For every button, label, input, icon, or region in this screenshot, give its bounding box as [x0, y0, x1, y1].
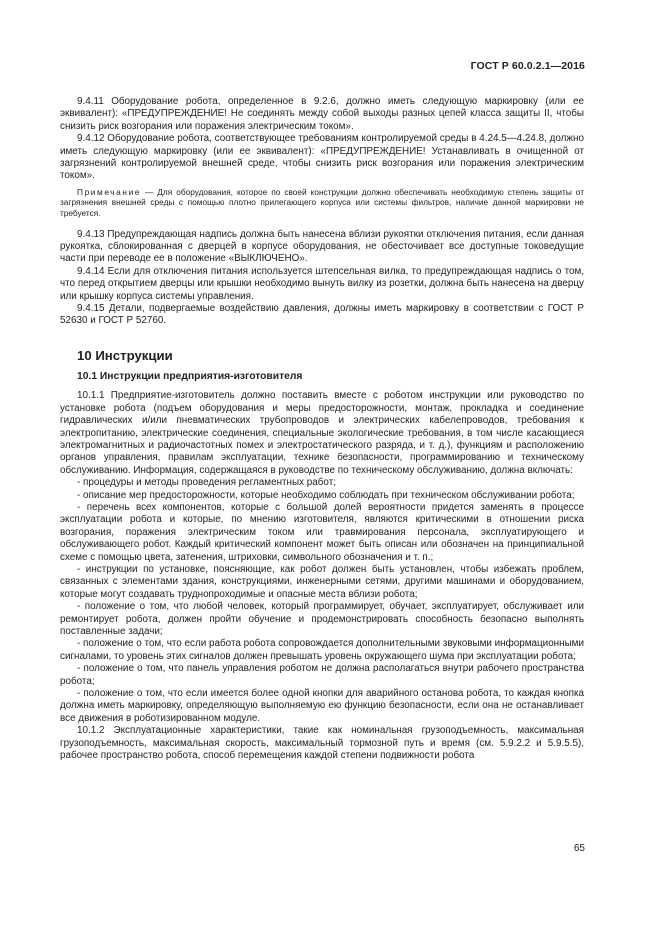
paragraph-10-1-2: 10.1.2 Эксплуатационные характеристики, такие как номинальная грузоподъемность, максимальная грузоподъемность, максимальная скорость, максимальный тормозной путь и время (см. 5.9.2.2 и 5.9.5.5), рабочее пространство робота, способ перемещения каждой степени подвижности робота	[60, 725, 584, 762]
section-title: 10 Инструкции	[77, 347, 173, 363]
page-number: 65	[573, 843, 585, 854]
subsection-title: 10.1 Инструкции предприятия-изготовителя	[77, 370, 303, 382]
paragraph-9-4-14: 9.4.14 Если для отключения питания используется штепсельная вилка, то предупреждающая надпись о том, что перед открытием дверцы или крышки необходимо вынуть вилку из розетки, должна быть нанесена на дверцу или крышку корпуса системы управления.	[60, 265, 584, 302]
list-item: - положение о том, что любой человек, который программирует, обучает, эксплуатирует, обслуживает или ремонтирует робота, должен пройти обучение и продемонстрировать способность безопасно выполнять поставленные задачи;	[60, 601, 584, 637]
list-item: - положение о том, что если имеется более одной кнопки для аварийного останова робота, то каждая кнопка должна иметь маркировку, определяющую выполняемую ею функцию безопасности, если она не останавливает все движения в роботизированном модуле.	[60, 688, 584, 724]
paragraph-9-4-11: 9.4.11 Оборудование робота, определенное в 9.2.6, должно иметь следующую маркировку (или ее эквивалент): «ПРЕДУПРЕЖДЕНИЕ! Не соединять между собой выходы разных цепей класса защиты II, чтобы снизить риск возгорания или поражения электрическим током».	[60, 96, 584, 132]
note-text: — Для оборудования, которое по своей конструкции должно обеспечивать необходимую степень защиты от загрязнения внешней среды с помощью плотно прилегающего корпуса или системы фильтров, наличие данной маркировки не требуется.	[60, 186, 584, 219]
paragraph-9-4-15: 9.4.15 Детали, подвергаемые воздействию давления, должны иметь маркировку в соответствии с ГОСТ Р 52630 и ГОСТ Р 52760.	[60, 303, 584, 327]
list-item: - описание мер предосторожности, которые необходимо соблюдать при техническом обслуживании робота;	[77, 489, 575, 501]
note	[60, 187, 584, 219]
list-item: - перечень всех компонентов, которые с большой долей вероятности придется заменять в процессе эксплуатации робота и которые, по мнению изготовителя, являются критическими в отношении риска возгорания, поражения электрическим током или травмирования персонала, эксплуатирующего и обслуживающего робот. Каждый критический компонент может быть описан или обозначен на принципиальной схеме с помощью цвета, затенения, штриховки, символьного обозначения и т. п.;	[60, 501, 584, 563]
list-item: - инструкции по установке, поясняющие, как робот должен быть установлен, чтобы избежать проблем, связанных с элементами здания, конструкциями, инженерными сетями, другими машинами и оборудованием, которые могут создавать труднопроходимые и опасные места вблизи робота;	[60, 563, 584, 600]
paragraph-10-1-1: 10.1.1 Предприятие-изготовитель должно поставить вместе с роботом инструкции или руководство по установке робота (подъем оборудования и меры предосторожности, монтаж, прокладка и соединение гидравлических и/или пневматических трубопроводов и электрических кабелепроводов, требования к электропитанию, электрические соединения, специальные экологические требования, в том числе касающиеся электромагнитных и радиочастотных помех и электростатического разряда, и т. д.), функциям и расположению органов управления, правилам эксплуатации, технике безопасности, программированию и техническому обслуживанию. Информация, содержащаяся в руководстве по техническому обслуживанию, должна включать:	[60, 390, 584, 476]
list-item: - процедуры и методы проведения регламентных работ;	[77, 477, 336, 489]
paragraph-9-4-13: 9.4.13 Предупреждающая надпись должна быть нанесена вблизи рукоятки отключения питания, если данная рукоятка, сблокированная с дверцей в корпусе оборудования, не обесточивает все доступные токоведущие части при переводе ее в положение «ВЫКЛЮЧЕНО».	[60, 228, 584, 265]
paragraph-9-4-12: 9.4.12 Оборудование робота, соответствующее требованиям контролируемой среды в 4.24.5—4.24.8, должно иметь следующую маркировку (или ее эквивалент): «ПРЕДУПРЕЖДЕНИЕ! Устанавливать в очищенной от загрязнений контролируемой внешней среде, чтобы снизить риск возгорания или поражения электрическим током».	[60, 133, 584, 182]
list-item: - положение о том, что панель управления роботом не должна располагаться внутри рабочего пространства робота;	[60, 663, 584, 687]
document-code: ГОСТ Р 60.0.2.1—2016	[470, 60, 585, 72]
note-label: Примечание	[77, 186, 142, 197]
list-item: - положение о том, что если работа робота сопровождается дополнительными звуковыми информационными сигналами, то уровень этих сигналов должен превышать уровень окружающего шума при эксплуатации робота;	[60, 638, 584, 662]
page-content	[60, 96, 584, 762]
